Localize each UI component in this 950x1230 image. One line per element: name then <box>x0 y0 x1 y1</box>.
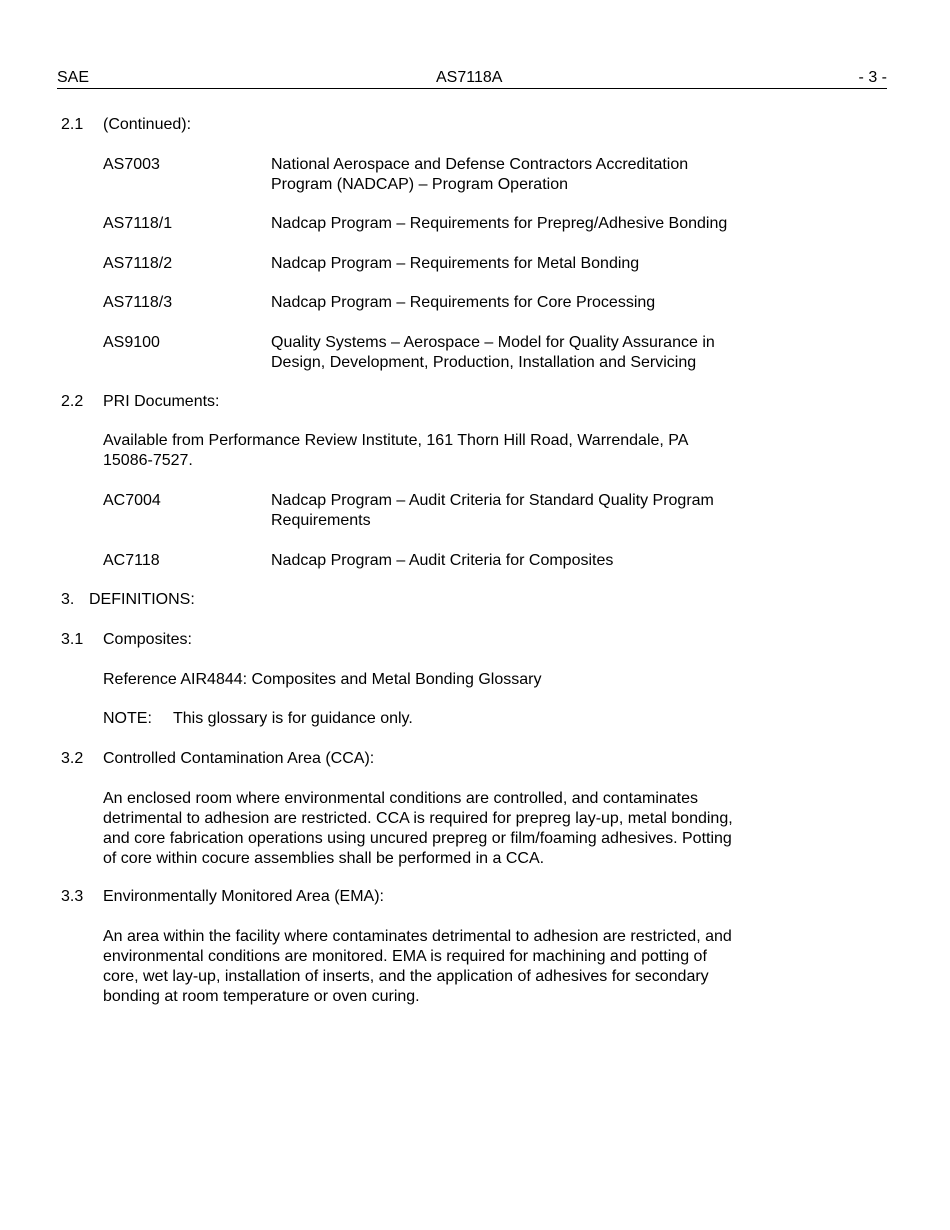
header-org: SAE <box>57 69 90 86</box>
section-2-2-heading: PRI Documents: <box>103 393 220 410</box>
glossary-reference: Reference AIR4844: Composites and Metal Bonding Glossary <box>103 671 542 688</box>
ref-code: AC7118 <box>103 552 160 569</box>
note-text: This glossary is for guidance only. <box>173 710 413 727</box>
section-2-1-heading: (Continued): <box>103 116 192 133</box>
ref-code: AC7004 <box>103 492 161 509</box>
page-header <box>57 68 887 89</box>
section-3-heading: DEFINITIONS: <box>89 591 195 608</box>
ref-description: Quality Systems – Aerospace – Model for Quality Assurance in Design, Development, Production, Installation and Servicing <box>271 334 715 371</box>
ref-code: AS9100 <box>103 334 160 351</box>
ref-description: Nadcap Program – Requirements for Core Processing <box>271 294 656 311</box>
ref-description: Nadcap Program – Requirements for Prepreg/Adhesive Bonding <box>271 215 728 232</box>
ref-description: Nadcap Program – Audit Criteria for Standard Quality Program Requirements <box>271 492 714 529</box>
availability-paragraph: Available from Performance Review Institute, 161 Thorn Hill Road, Warrendale, PA 15086-7527. <box>103 432 689 469</box>
section-3-3-number: 3.3 <box>61 888 84 905</box>
section-3-2-number: 3.2 <box>61 750 84 767</box>
cca-definition: An enclosed room where environmental conditions are controlled, and contaminates detrimental to adhesion are restricted. CCA is required for prepreg lay-up, metal bonding, and core fabrication operations using uncured prepreg or film/foaming adhesives. Potting of core within cocure assemblies shall be performed in a CCA. <box>103 790 733 867</box>
ref-code: AS7003 <box>103 156 160 173</box>
note-label: NOTE: <box>103 710 152 727</box>
ref-description: Nadcap Program – Requirements for Metal Bonding <box>271 255 640 272</box>
ema-definition: An area within the facility where contaminates detrimental to adhesion are restricted, and environmental conditions are monitored. EMA is required for machining and potting of core, wet lay-up, installation of inserts, and the application of adhesives for secondary bonding at room temperature or oven curing. <box>103 928 732 1005</box>
section-3-1-number: 3.1 <box>61 631 84 648</box>
section-2-2-number: 2.2 <box>61 393 84 410</box>
ref-description: Nadcap Program – Audit Criteria for Composites <box>271 552 614 569</box>
section-2-1-number: 2.1 <box>61 116 84 133</box>
header-page-number: - 3 - <box>858 69 887 86</box>
ref-code: AS7118/3 <box>103 294 173 311</box>
ref-code: AS7118/2 <box>103 255 173 272</box>
section-3-1-heading: Composites: <box>103 631 192 648</box>
section-3-3-heading: Environmentally Monitored Area (EMA): <box>103 888 384 905</box>
ref-description: National Aerospace and Defense Contractors Accreditation Program (NADCAP) – Program Operation <box>271 156 689 193</box>
section-3-number: 3. <box>61 591 75 608</box>
header-doc-number: AS7118A <box>436 69 503 86</box>
section-3-2-heading: Controlled Contamination Area (CCA): <box>103 750 375 767</box>
ref-code: AS7118/1 <box>103 215 173 232</box>
